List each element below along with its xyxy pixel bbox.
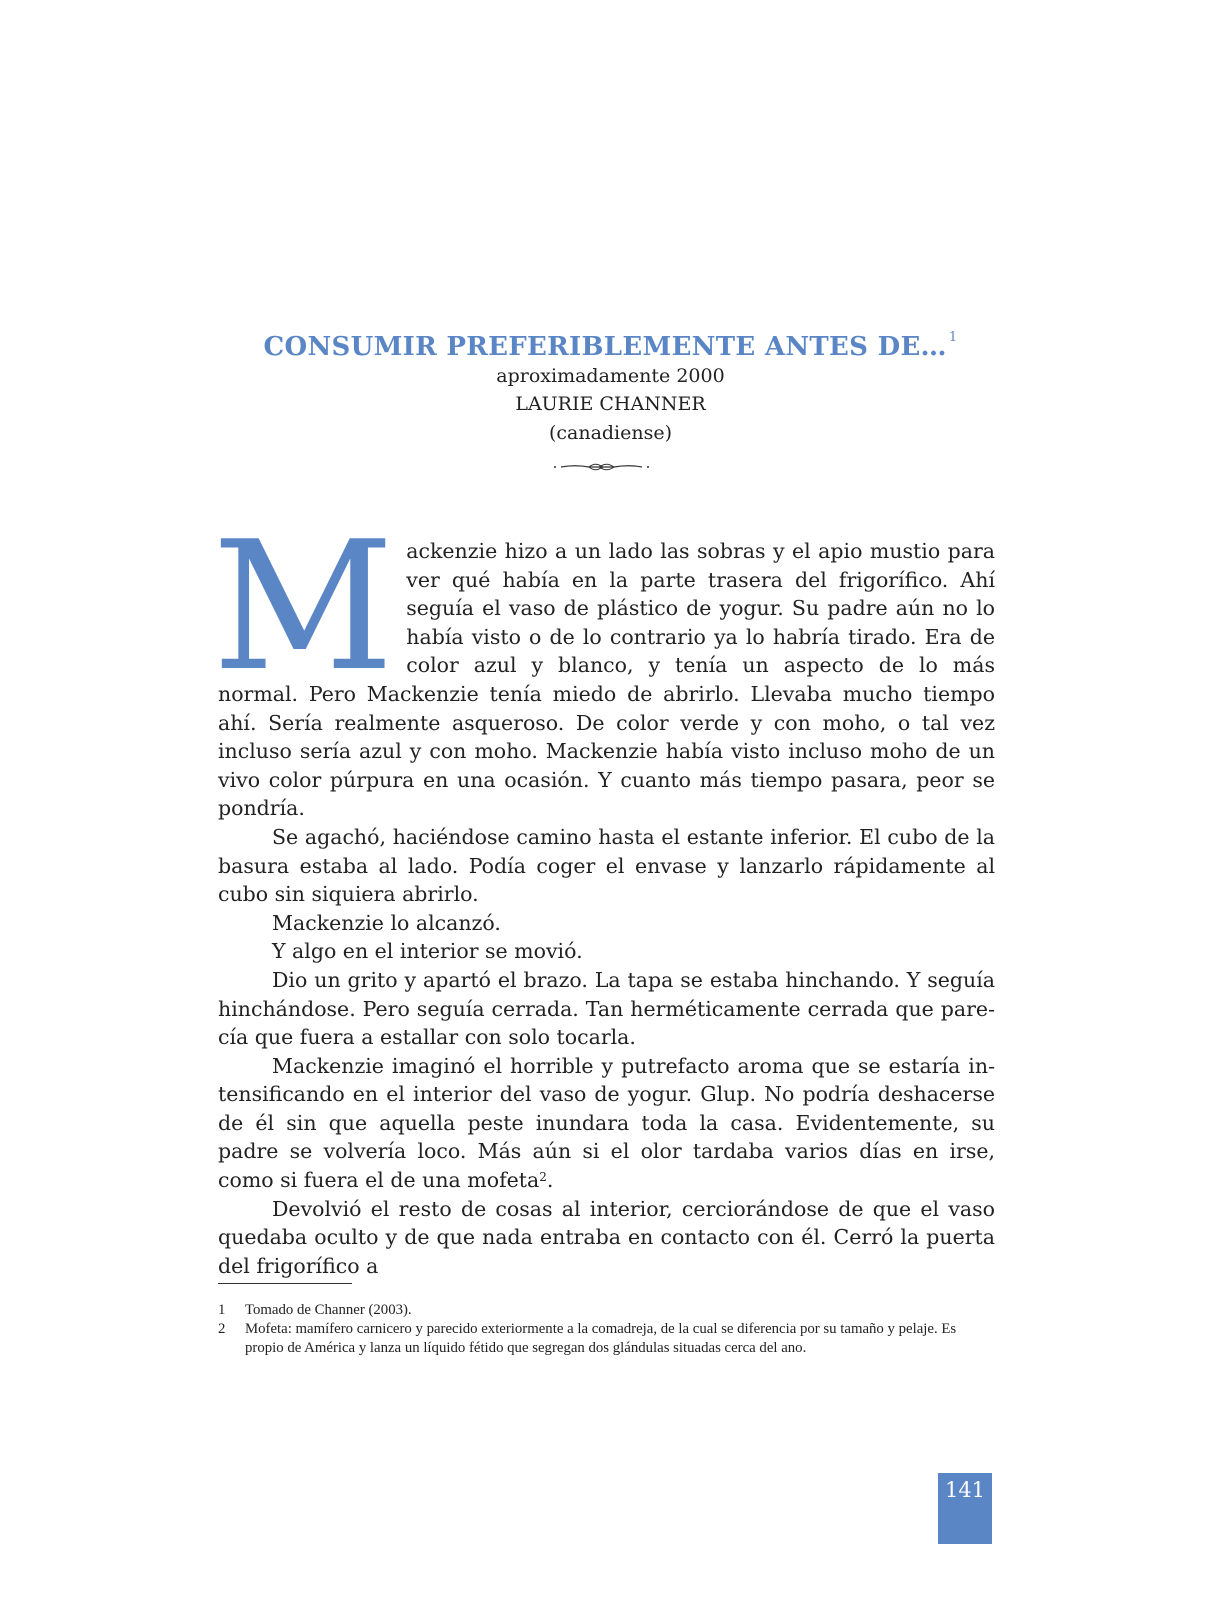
- paragraph-2: Se agachó, haciéndose camino hasta el estante inferior. El cubo de la basura estaba al lado. Podía coger el envase y lanzarlo rápidamente al cubo sin siquiera abrirlo.: [218, 824, 995, 907]
- flourish-divider-icon: [553, 461, 650, 473]
- paragraph-1-text: ackenzie hizo a un lado las sobras y el apio mustio para ver qué había en la parte trasera del frigorífico. Ahí seguía el vaso de plástico de yogur. Su padre aún no lo había visto o de lo contrario ya lo habría tirado. Era de color azul y blanco, y tenía un aspecto de lo más normal. Pero Mackenzie tenía miedo de abrirlo. Llevaba mucho tiempo ahí. Sería realmente asqueroso. De color verde y con moho, o tal vez incluso sería azul y con moho. Mackenzie había visto incluso moho de un vivo color púrpura en una ocasión. Y cuanto más tiempo pasara, peor se pondría.: [218, 539, 995, 821]
- story-date: aproximadamente 2000: [496, 365, 725, 387]
- story-author: LAURIE CHANNER: [515, 393, 706, 415]
- paragraph-6-text: Mackenzie imaginó el horrible y putrefacto aroma que se estaría intensificando en el interior del vaso de yogur. Glup. No podría deshacerse de él sin que aquella peste inundara toda la casa. Evidentemente, su padre se volvería loco. Más aún si el olor tardaba varios días en irse, como si fuera el de una mofeta: [218, 1053, 995, 1193]
- mofeta-footnote-ref[interactable]: 2: [539, 1170, 547, 1185]
- paragraph-6: [218, 1052, 995, 1195]
- footnote-text: Mofeta: mamífero carnicero y parecido exteriormente a la comadreja, de la cual se diferencia por su tamaño y pelaje. Es propio de América y lanza un líquido fétido que segregan dos glándulas situadas cerca del ano.: [245, 1321, 957, 1356]
- drop-cap: M: [212, 503, 395, 710]
- footnote-2: [218, 1320, 998, 1358]
- footnote-number: 1: [218, 1302, 226, 1318]
- footnotes: [218, 1301, 998, 1358]
- paragraph-7: Devolvió el resto de cosas al interior, cerciorándose de que el vaso quedaba oculto y de que nada entraba en contacto con él. Cerró la puerta del frigorífico a: [218, 1196, 995, 1278]
- paragraph-3: Mackenzie lo alcanzó.: [272, 910, 501, 935]
- footnote-text: Tomado de Channer (2003).: [245, 1302, 412, 1318]
- footnote-divider: [218, 1283, 352, 1284]
- title-footnote-ref[interactable]: 1: [948, 330, 958, 345]
- story-title: [0, 332, 1221, 362]
- paragraph-1: [212, 503, 995, 823]
- paragraph-4: Y algo en el interior se movió.: [272, 939, 583, 964]
- paragraph-5: Dio un grito y apartó el brazo. La tapa se estaba hinchando. Y seguía hinchándose. Pero seguía cerrada. Tan herméticamente cerrada que parecía que fuera a estallar con solo tocarla.: [218, 967, 995, 1050]
- story-body: [212, 503, 995, 1280]
- paragraph-6-end: .: [546, 1168, 554, 1193]
- page-number: 141: [944, 1478, 986, 1502]
- footnote-number: 2: [218, 1321, 226, 1337]
- page-number-badge: [938, 1473, 992, 1544]
- footnote-1: [218, 1301, 998, 1320]
- author-nationality: (canadiense): [548, 422, 673, 444]
- story-title-text: CONSUMIR PREFERIBLEMENTE ANTES DE…: [263, 332, 947, 362]
